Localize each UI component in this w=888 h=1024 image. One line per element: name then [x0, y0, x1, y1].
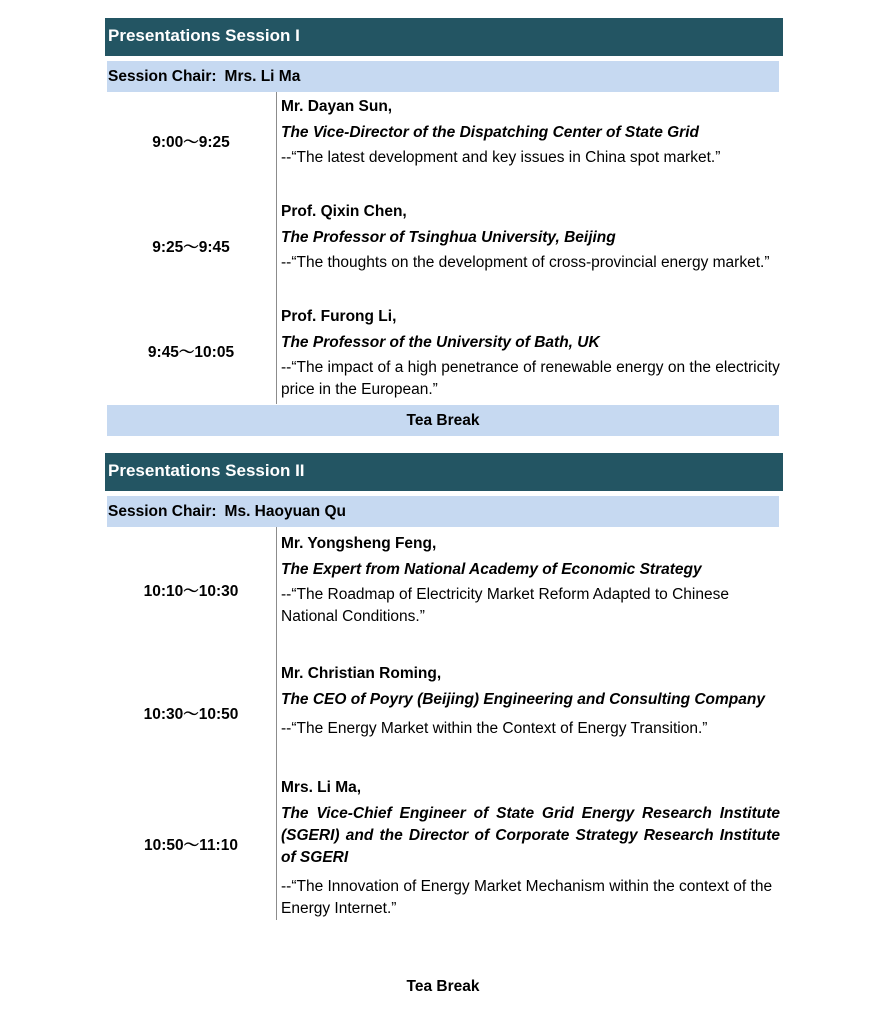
- talk-topic: --“The Innovation of Energy Market Mechanism within the context of the Energy Internet.”: [281, 878, 773, 917]
- tea-break-label: Tea Break: [406, 412, 480, 429]
- session-1-chair-row: [107, 61, 779, 92]
- column-divider: [276, 527, 277, 920]
- talk-topic: --“The latest development and key issues in China spot market.”: [281, 149, 721, 166]
- speaker-name: Mr. Christian Roming,: [281, 665, 442, 682]
- talk-time: 9:45～10:05: [147, 344, 235, 361]
- speaker-title: The Vice-Director of the Dispatching Center of State Grid: [281, 124, 699, 141]
- tea-break-row: [107, 405, 779, 436]
- talk-topic: --“The Roadmap of Electricity Market Reform Adapted to Chinese National Conditions.”: [281, 586, 729, 625]
- talk-entry: [281, 307, 780, 401]
- talk-time: 9:25～9:45: [152, 239, 230, 256]
- chair-label: Session Chair:: [108, 68, 217, 85]
- session-2-title: Presentations Session II: [108, 461, 305, 480]
- talk-entry: [281, 202, 780, 274]
- talk-topic: --“The Energy Market within the Context of Energy Transition.”: [281, 720, 708, 737]
- talk-entry: [281, 97, 780, 169]
- speaker-name: Prof. Qixin Chen,: [281, 203, 407, 220]
- session-2-chair-row: [107, 496, 779, 527]
- speaker-title: The CEO of Poyry (Beijing) Engineering and Consulting Company: [281, 691, 765, 708]
- session-1-header: [105, 18, 783, 56]
- chair-name: Mrs. Li Ma: [224, 68, 301, 85]
- talk-entry: [281, 664, 780, 740]
- talk-entry: [281, 778, 780, 920]
- column-divider: [276, 92, 277, 404]
- talk-entry: [281, 534, 780, 628]
- tea-break-label: Tea Break: [406, 978, 480, 995]
- talk-time: 10:10～10:30: [143, 583, 239, 600]
- speaker-name: Mr. Yongsheng Feng,: [281, 535, 437, 552]
- talk-topic: --“The thoughts on the development of cross-provincial energy market.”: [281, 254, 770, 271]
- speaker-title: The Professor of the University of Bath, UK: [281, 334, 600, 351]
- session-2-header: [105, 453, 783, 491]
- speaker-title: The Vice-Chief Engineer of State Grid Energy Research Institute (SGERI) and the Director of Corporate Strategy Research Institute of SGERI: [281, 805, 780, 866]
- chair-label: Session Chair:: [108, 503, 217, 520]
- talk-time: 9:00～9:25: [152, 134, 230, 151]
- speaker-name: Prof. Furong Li,: [281, 308, 397, 325]
- talk-time: 10:50～11:10: [144, 837, 238, 854]
- speaker-name: Mr. Dayan Sun,: [281, 98, 393, 115]
- speaker-title: The Expert from National Academy of Economic Strategy: [281, 561, 702, 578]
- talk-topic: --“The impact of a high penetrance of renewable energy on the electricity price in the European.”: [281, 359, 780, 398]
- session-1-title: Presentations Session I: [108, 26, 300, 45]
- talk-time: 10:30～10:50: [143, 706, 239, 723]
- speaker-title: The Professor of Tsinghua University, Beijing: [281, 229, 616, 246]
- speaker-name: Mrs. Li Ma,: [281, 779, 362, 796]
- tea-break-row: [107, 975, 779, 999]
- chair-name: Ms. Haoyuan Qu: [224, 503, 346, 520]
